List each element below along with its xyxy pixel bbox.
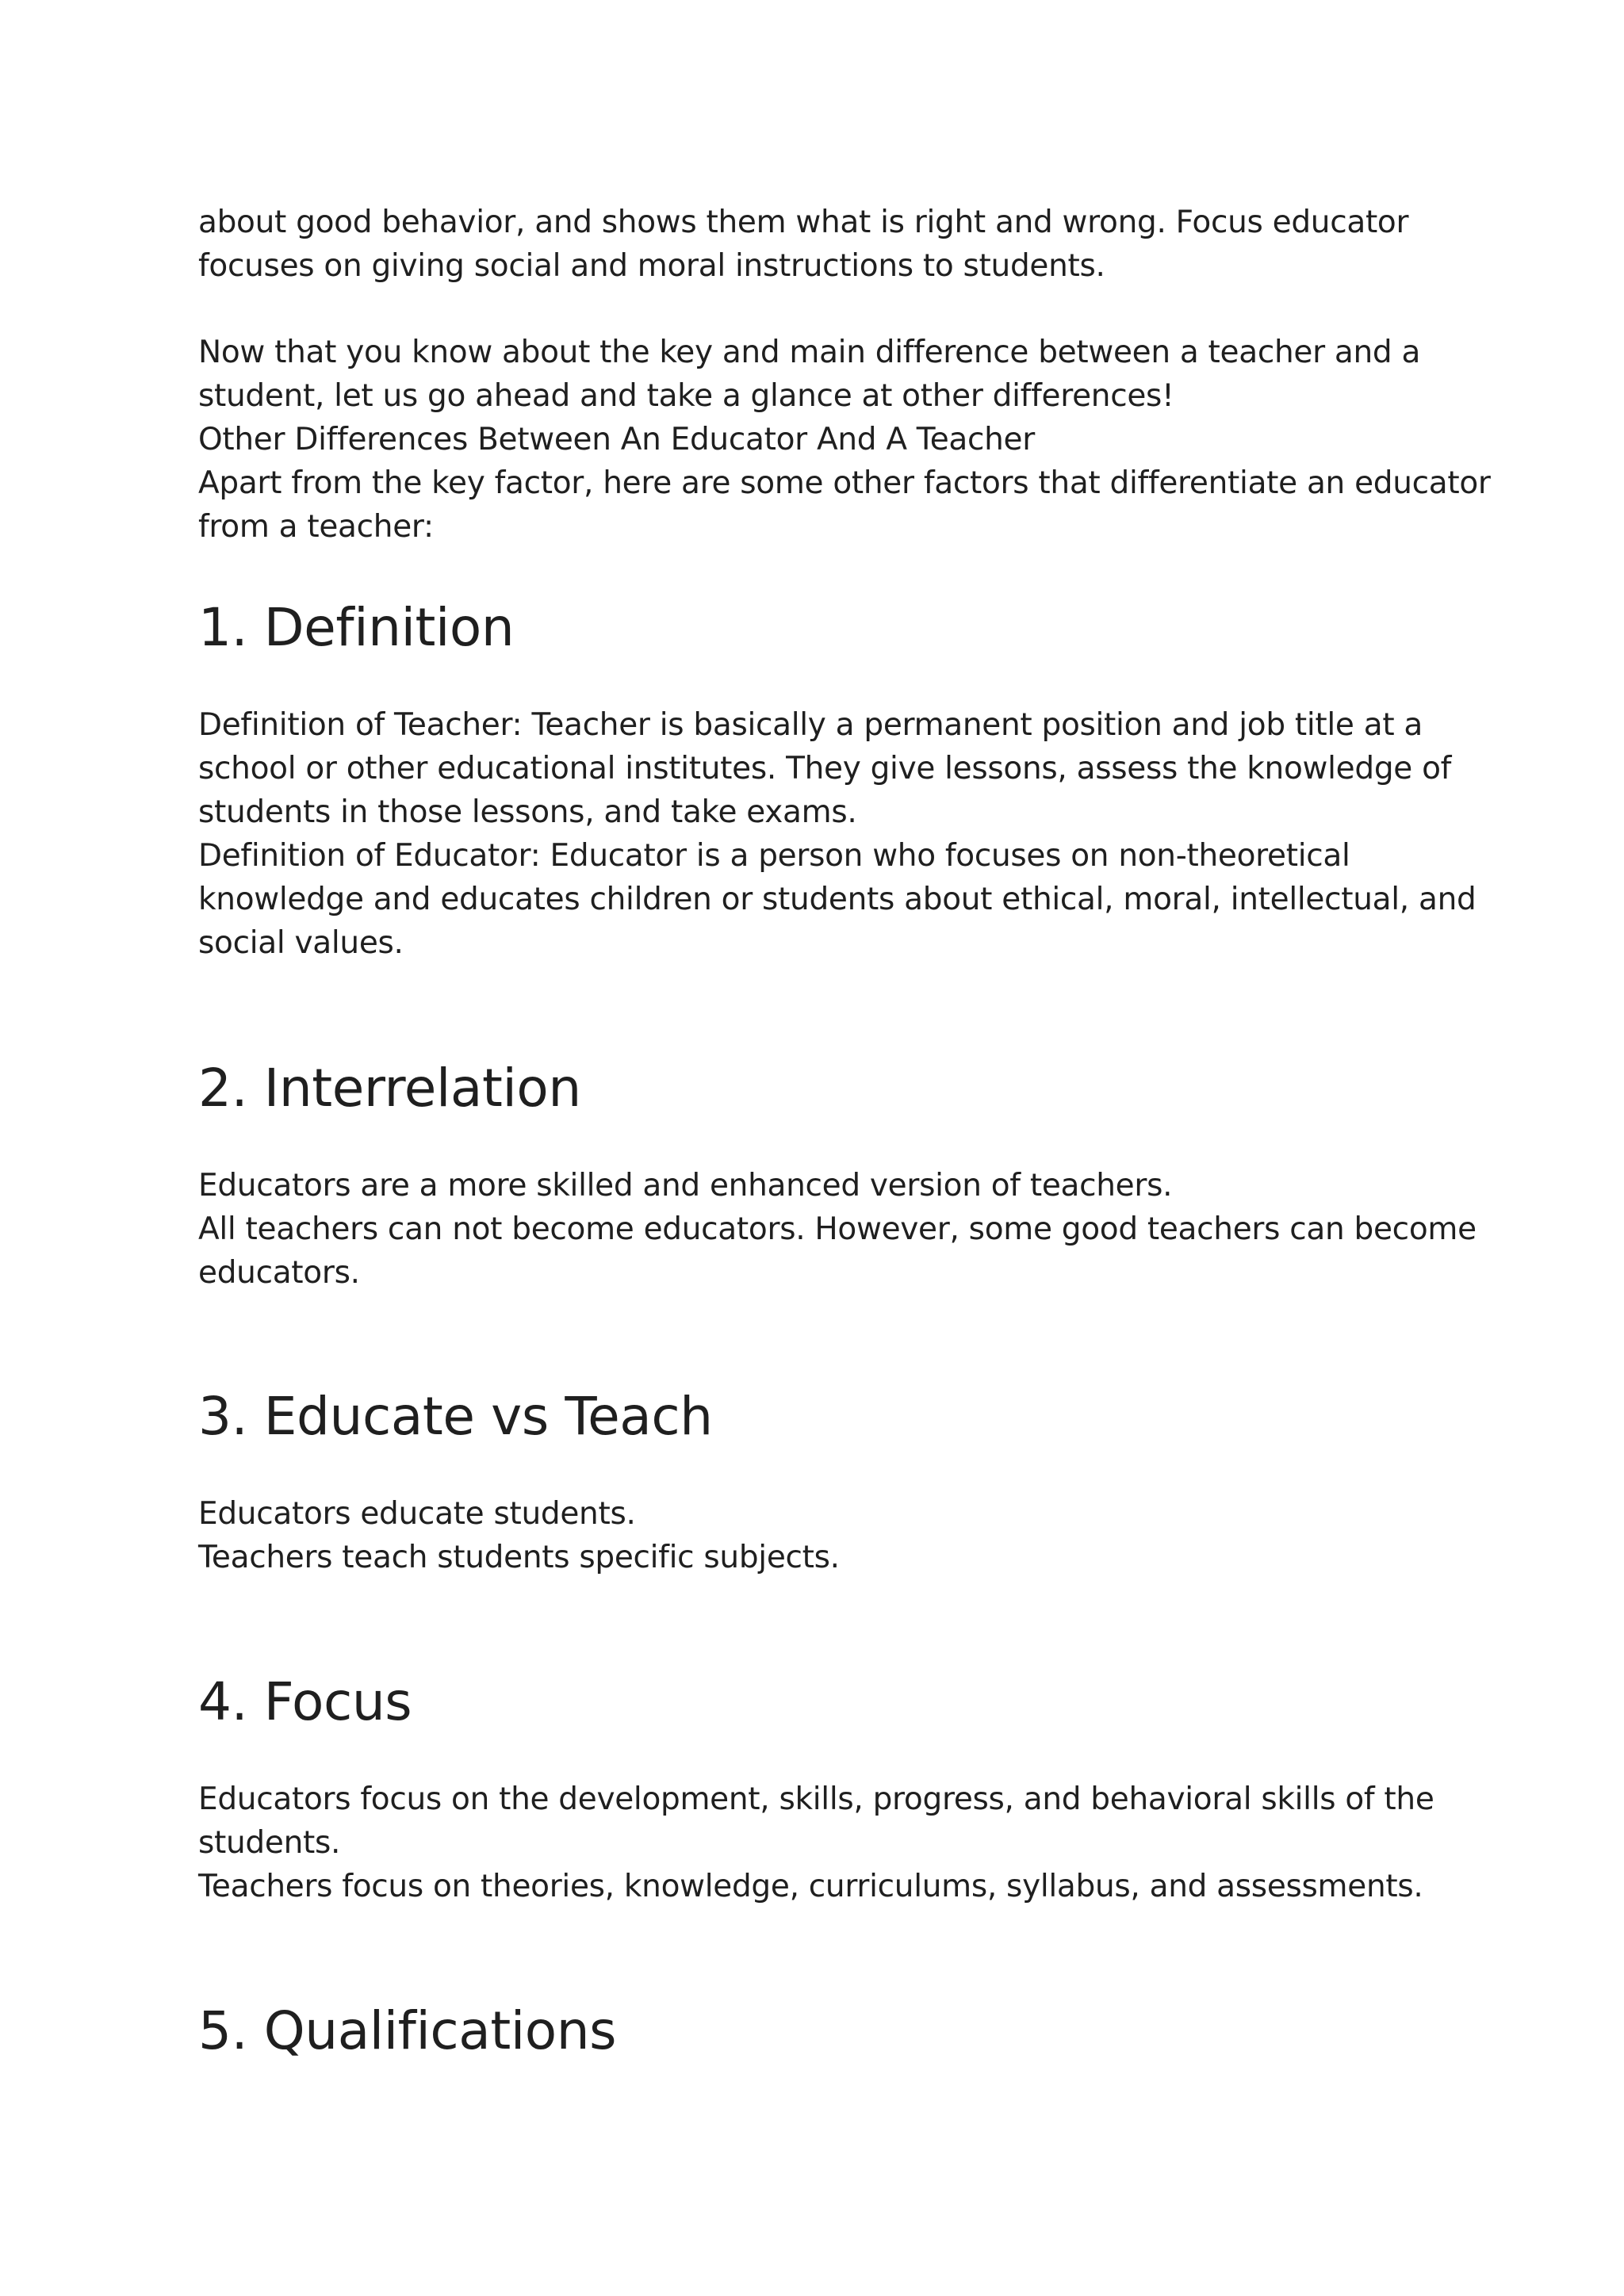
intro-paragraph-2-line: student, let us go ahead and take a glance at other differences! xyxy=(198,378,1174,414)
section-body-line: Educators focus on the development, skills, progress, and behavioral skills of the xyxy=(198,1781,1434,1817)
section-body-line: students in those lessons, and take exams. xyxy=(198,794,857,830)
intro-paragraph-1-line: about good behavior, and shows them what is right and wrong. Focus educator xyxy=(198,205,1409,240)
section-heading-qualifications: 5. Qualifications xyxy=(198,2000,617,2061)
section-heading-focus: 4. Focus xyxy=(198,1671,412,1732)
section-body-line: All teachers can not become educators. However, some good teachers can become xyxy=(198,1211,1477,1247)
intro-paragraph-2-line: Now that you know about the key and main difference between a teacher and a xyxy=(198,335,1421,370)
section-body-line: knowledge and educates children or students about ethical, moral, intellectual, and xyxy=(198,882,1477,917)
section-body-line: Teachers teach students specific subjects. xyxy=(198,1540,840,1575)
intro-paragraph-2-line: from a teacher: xyxy=(198,509,434,545)
intro-paragraph-2-line: Apart from the key factor, here are some other factors that differentiate an educator xyxy=(198,465,1491,501)
section-body-line: Educators are a more skilled and enhanced version of teachers. xyxy=(198,1168,1173,1203)
section-body-line: Educators educate students. xyxy=(198,1496,636,1532)
section-body-line: educators. xyxy=(198,1255,360,1291)
intro-paragraph-1-line: focuses on giving social and moral instructions to students. xyxy=(198,248,1105,284)
section-body-line: Definition of Educator: Educator is a person who focuses on non-theoretical xyxy=(198,838,1350,874)
section-body-line: students. xyxy=(198,1825,341,1861)
section-body-line: Definition of Teacher: Teacher is basically a permanent position and job title at a xyxy=(198,707,1423,743)
section-heading-educate-vs-teach: 3. Educate vs Teach xyxy=(198,1386,713,1447)
subheading-line: Other Differences Between An Educator And A Teacher xyxy=(198,422,1035,457)
section-body-line: Teachers focus on theories, knowledge, curriculums, syllabus, and assessments. xyxy=(198,1869,1423,1904)
section-heading-interrelation: 2. Interrelation xyxy=(198,1058,581,1119)
section-heading-definition: 1. Definition xyxy=(198,597,515,658)
section-body-line: school or other educational institutes. They give lessons, assess the knowledge of xyxy=(198,751,1452,786)
section-body-line: social values. xyxy=(198,925,404,961)
